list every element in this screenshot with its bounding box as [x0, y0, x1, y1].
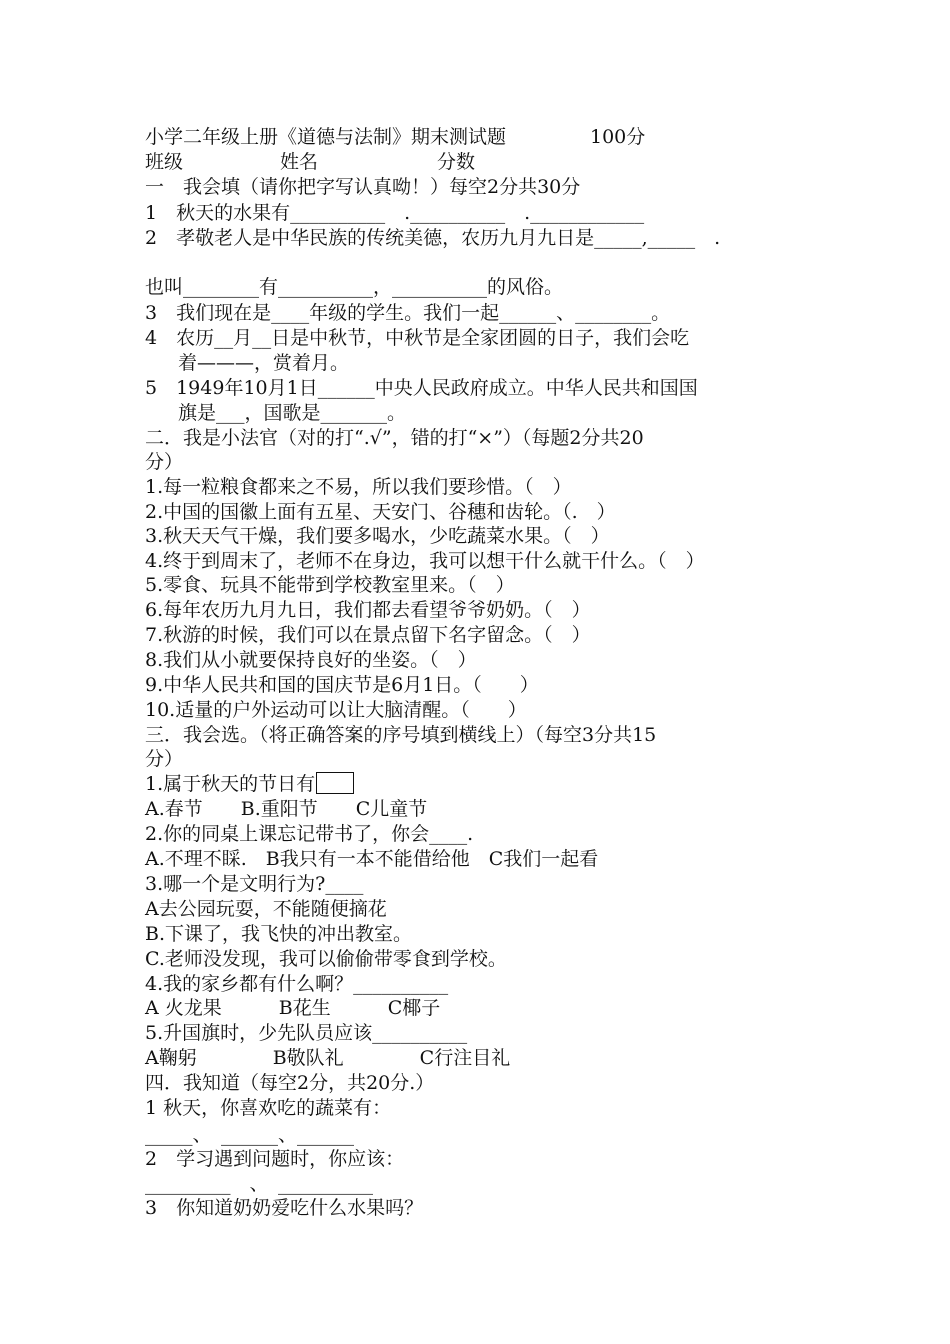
judge-item: 9.中华人民共和国的国庆节是6月1日。（ ） — [145, 674, 539, 696]
answer-box — [316, 772, 354, 794]
section1-q5: 5 1949年10月1日______中央人民政府成立。中华人民共和国国 — [145, 377, 698, 399]
section1-q2: 2 孝敬老人是中华民族的传统美德，农历九月九日是_____,_____ . — [145, 227, 721, 249]
know-q3: 3 你知道奶奶爱吃什么水果吗？ — [145, 1197, 424, 1219]
choice-q3-option-c: C.老师没发现，我可以偷偷带零食到学校。 — [145, 948, 507, 970]
section1-heading: 一 我会填（请你把字写认真呦！）每空2分共30分 — [145, 176, 581, 198]
choice-q4-options: A 火龙果 B花生 C椰子 — [145, 997, 441, 1019]
know-q2-blanks: _________ 、 __________ — [145, 1173, 374, 1195]
choice-q1-line — [145, 772, 354, 796]
section3-heading: 三．我会选。（将正确答案的序号填到横线上）（每空3分共15 — [145, 724, 657, 746]
student-info-line — [145, 150, 476, 174]
judge-item: 10.适量的户外运动可以让大脑清醒。（ ） — [145, 699, 527, 721]
judge-item: 5.零食、玩具不能带到学校教室里来。（ ） — [145, 574, 515, 596]
section3-heading-continued: 分） — [145, 748, 184, 770]
choice-q3-option-a: A去公园玩耍，不能随便摘花 — [145, 898, 387, 920]
judge-item: 2.中国的国徽上面有五星、天安门、谷穗和齿轮。（. ） — [145, 501, 616, 523]
section1-q3: 3 我们现在是____年级的学生。我们一起______、________。 — [145, 302, 671, 324]
choice-q5: 5.升国旗时，少先队员应该__________ — [145, 1022, 468, 1044]
know-q1-blanks: _____、 ______、______ — [145, 1124, 355, 1146]
section1-q2-continued: 也叫________有__________，__________的风俗。 — [145, 276, 564, 298]
score-total: 100分 — [590, 126, 646, 148]
choice-q3: 3.哪一个是文明行为?____ — [145, 873, 364, 895]
know-q2: 2 学习遇到问题时，你应该： — [145, 1148, 405, 1170]
section2-heading: 二．我是小法官（对的打“.√”，错的打“×”）（每题2分共20 — [145, 427, 644, 449]
judge-item: 8.我们从小就要保持良好的坐姿。（ ） — [145, 649, 477, 671]
judge-item: 6.每年农历九月九日，我们都去看望爷爷奶奶。（ ） — [145, 599, 591, 621]
choice-q1-options: A.春节 B.重阳节 C儿童节 — [145, 798, 428, 820]
class-label: 班级 — [145, 151, 184, 173]
choice-q2: 2.你的同桌上课忘记带书了，你会____. — [145, 823, 474, 845]
score-label: 分数 — [437, 151, 476, 173]
choice-q3-option-b: B.下课了，我飞快的冲出教室。 — [145, 923, 413, 945]
choice-q5-options: A鞠躬 B敬队礼 C行注目礼 — [145, 1047, 511, 1069]
choice-q1: 1.属于秋天的节日有 — [145, 773, 316, 795]
exam-title: 小学二年级上册《道德与法制》期末测试题 — [145, 126, 507, 148]
choice-q4: 4.我的家乡都有什么啊？__________ — [145, 973, 449, 995]
name-label: 姓名 — [280, 151, 319, 173]
section1-q5-continued: 旗是___，国歌是_______。 — [178, 402, 407, 424]
exam-title-line — [145, 125, 646, 149]
judge-item: 3.秋天天气干燥，我们要多喝水，少吃蔬菜水果。（ ） — [145, 525, 610, 547]
judge-item: 4.终于到周末了，老师不在身边，我可以想干什么就干什么。（ ） — [145, 550, 705, 572]
section1-q4-continued: 着———，赏着月。 — [178, 352, 350, 374]
know-q1: 1 秋天，你喜欢吃的蔬菜有： — [145, 1097, 392, 1119]
section1-q1: 1 秋天的水果有__________ .__________ .____________ — [145, 202, 645, 224]
section1-q4: 4 农历__月__日是中秋节，中秋节是全家团圆的日子，我们会吃 — [145, 327, 690, 349]
section4-heading: 四．我知道（每空2分，共20分.） — [145, 1072, 435, 1094]
judge-item: 7.秋游的时候，我们可以在景点留下名字留念。（ ） — [145, 624, 591, 646]
judge-item: 1.每一粒粮食都来之不易，所以我们要珍惜。（ ） — [145, 476, 572, 498]
choice-q2-options: A.不理不睬. B我只有一本不能借给他 C我们一起看 — [145, 848, 599, 870]
section2-heading-continued: 分） — [145, 451, 184, 473]
